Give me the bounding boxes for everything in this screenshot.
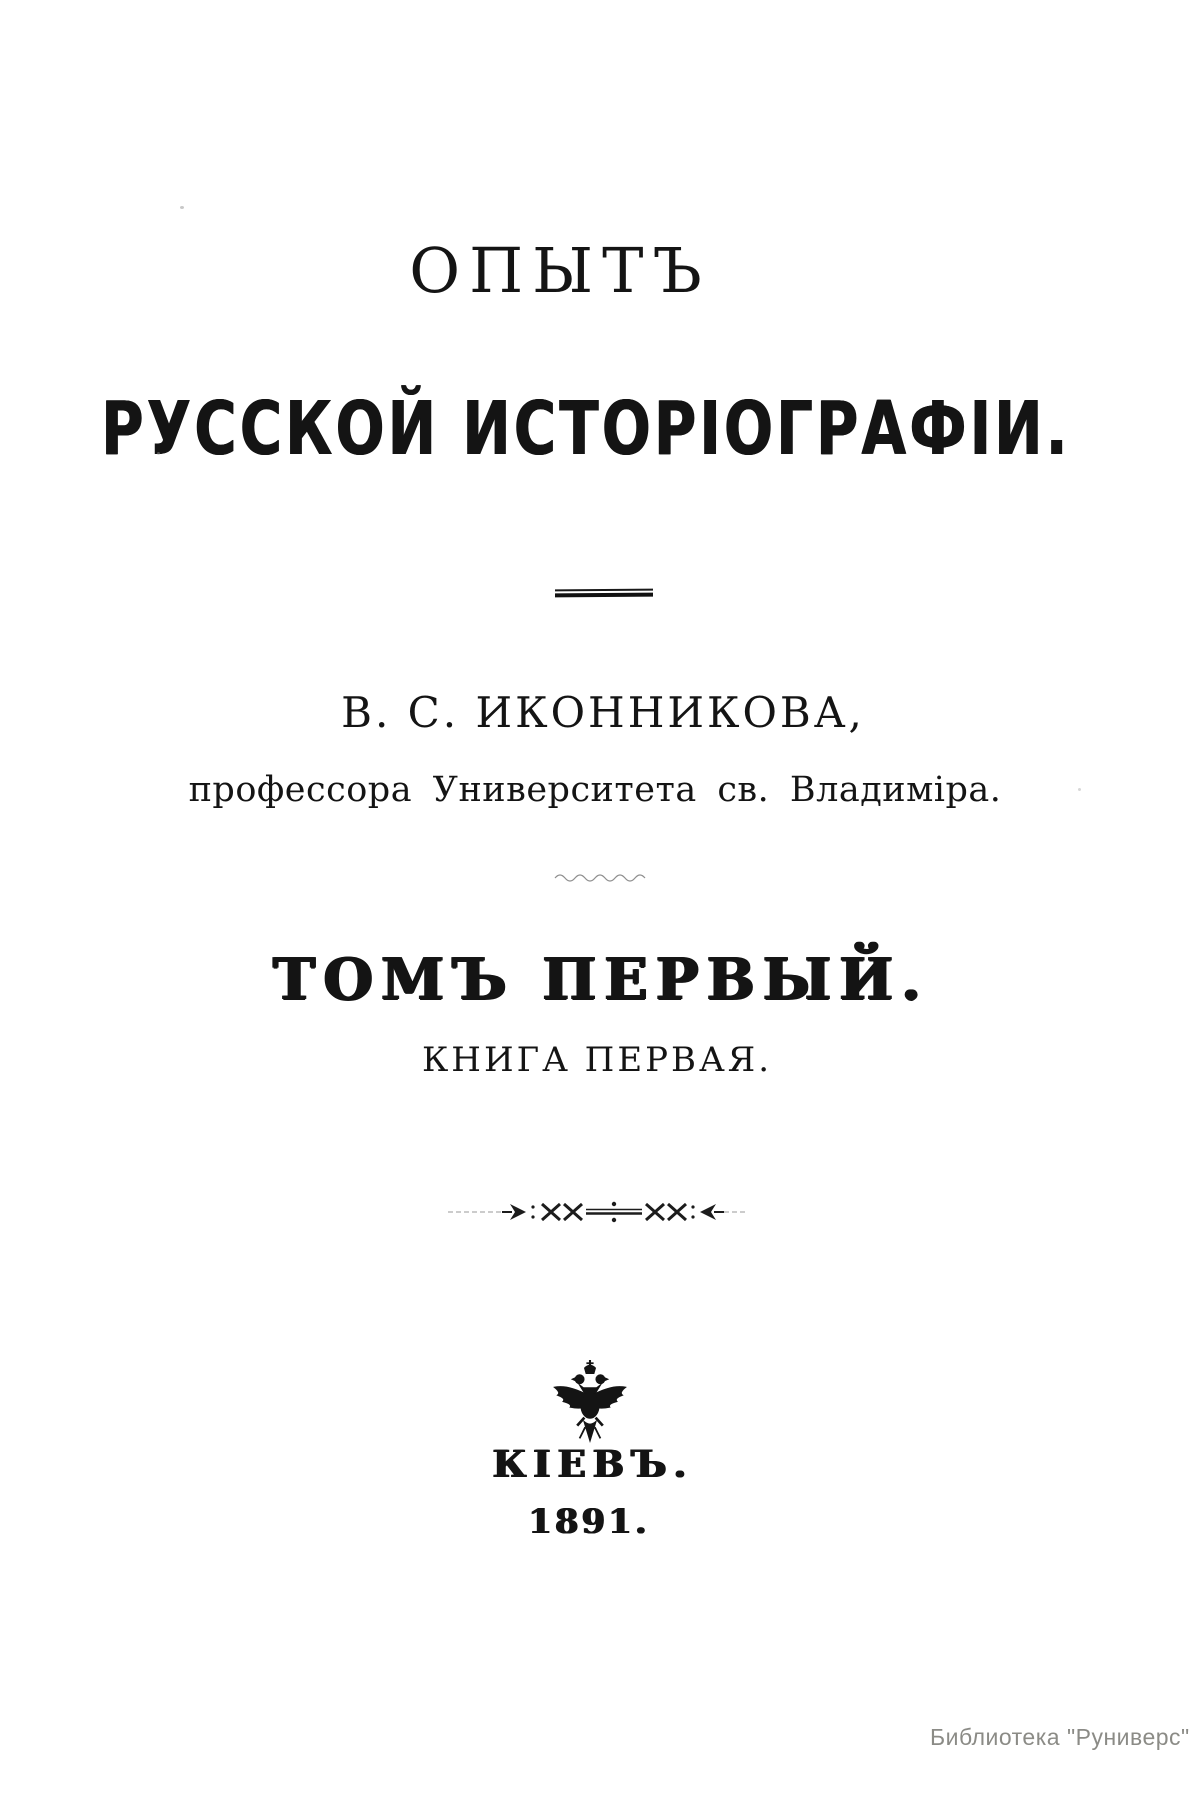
wavy-divider-icon bbox=[554, 868, 646, 887]
library-watermark: Библиотека "Руниверс" bbox=[930, 1724, 1190, 1750]
book-title: КНИГА ПЕРВАЯ. bbox=[421, 1040, 773, 1080]
page-title: РУССКОЙ ИСТОРІОГРАФІИ. bbox=[101, 386, 1071, 472]
imprint-year: 1891. bbox=[528, 1502, 650, 1542]
scan-speck bbox=[180, 206, 184, 209]
volume-title: ТОМЪ ПЕРВЫЙ. bbox=[272, 946, 930, 1013]
scan-speck bbox=[1078, 788, 1081, 791]
pretitle: ОПЫТЪ bbox=[409, 234, 711, 307]
imperial-eagle-emblem-icon bbox=[550, 1360, 630, 1452]
imprint-city: КІЕВЪ. bbox=[492, 1442, 694, 1486]
double-rule-divider bbox=[555, 589, 653, 597]
ornament-divider-icon bbox=[446, 1198, 748, 1230]
scan-speck bbox=[157, 452, 160, 455]
author-role: профессора Университета св. Владиміра. bbox=[188, 770, 1002, 810]
author-name: В. С. ИКОННИКОВА, bbox=[341, 688, 865, 737]
